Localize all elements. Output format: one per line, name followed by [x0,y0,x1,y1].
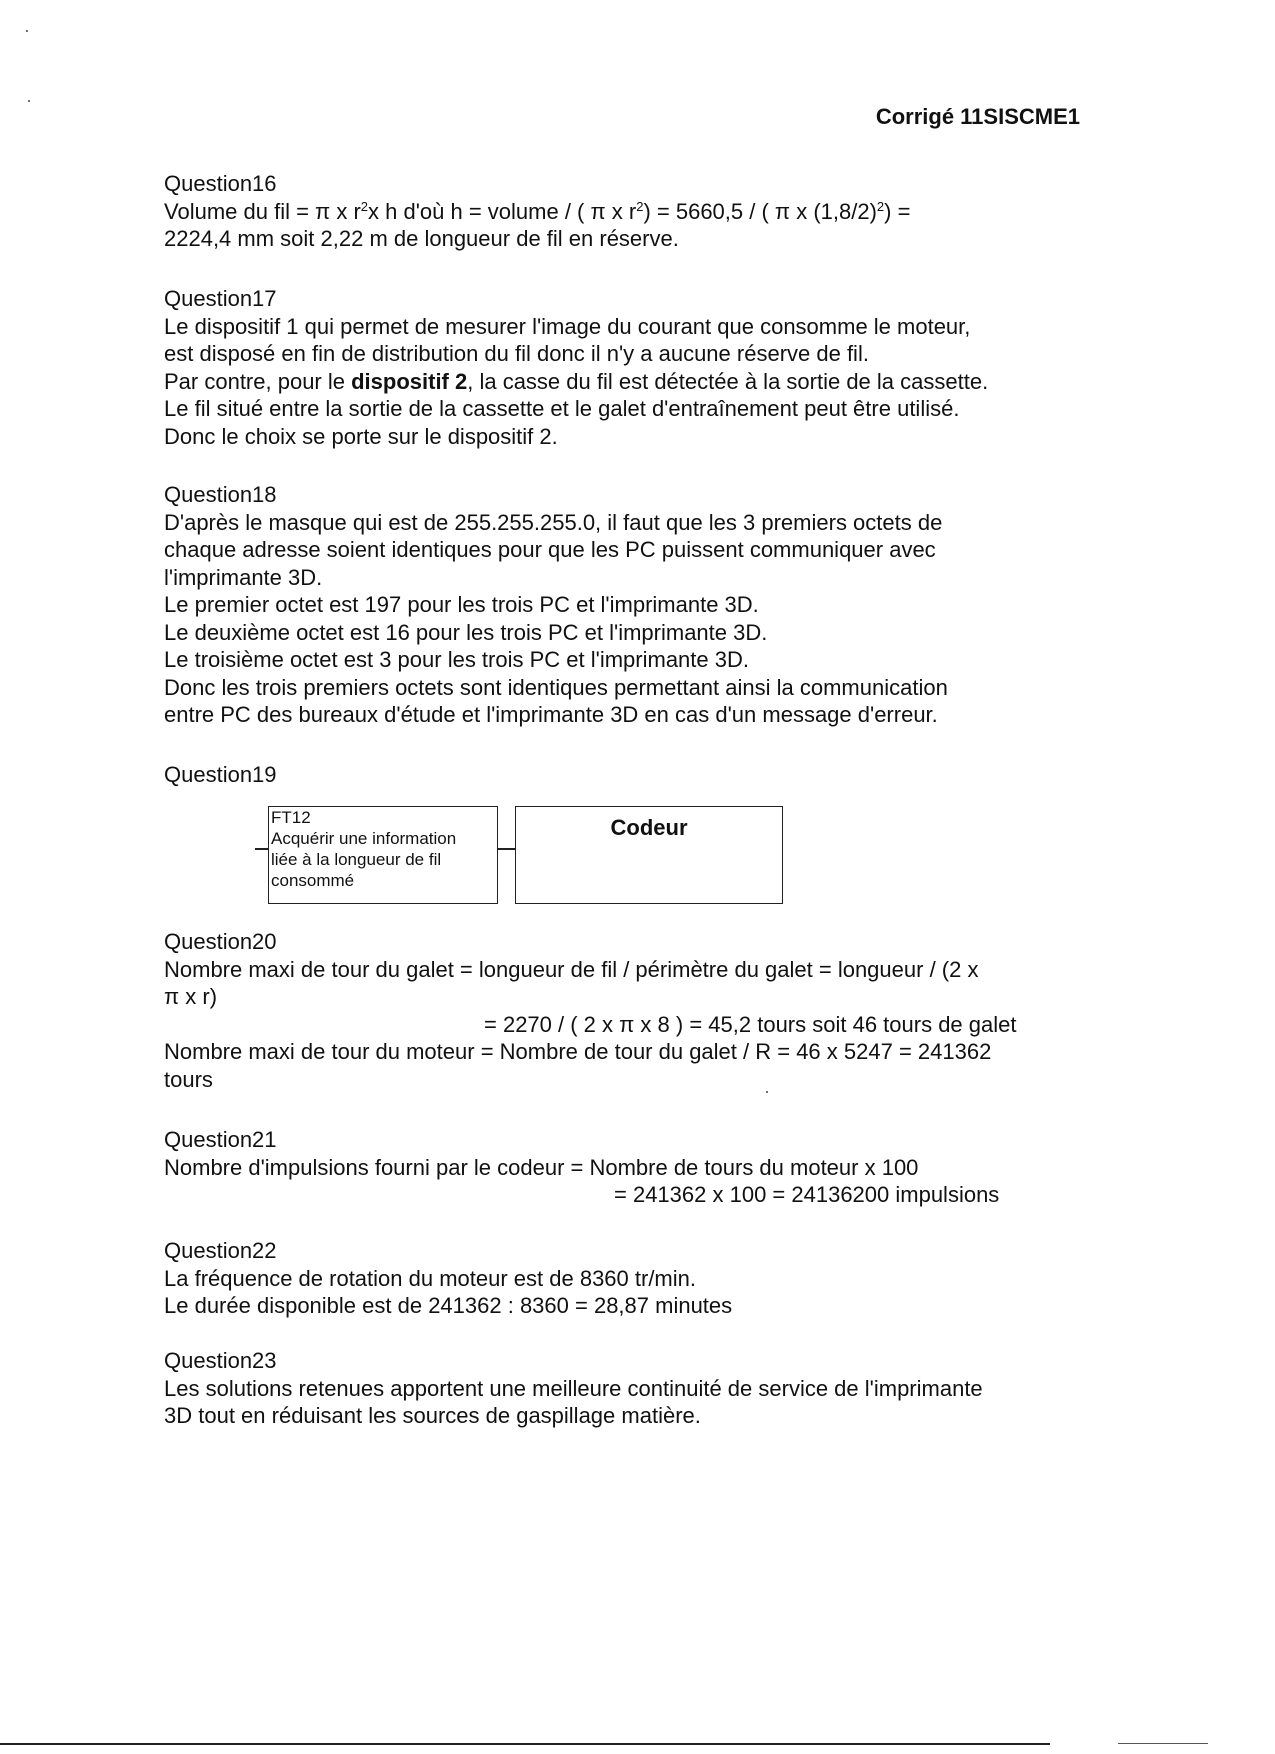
formula-line [164,198,1104,226]
formula-part: ) = 5660,5 / ( π x (1,8/2) [643,198,877,224]
formula-part: Volume du fil = π x r [164,198,361,224]
superscript: 2 [360,198,368,214]
superscript: 2 [636,198,644,214]
question-title: Question18 [164,482,277,507]
text-line: Nombre maxi de tour du moteur = Nombre de tour du galet / R = 46 x 5247 = 241362 [164,1039,992,1064]
text-line: est disposé en fin de distribution du fil donc il n'y a aucune réserve de fil. [164,341,869,366]
question-title: Question22 [164,1238,277,1263]
question-21 [164,1126,1104,1209]
text-line: Les solutions retenues apportent une meilleure continuité de service de l'imprimante [164,1375,983,1401]
bold-term: dispositif 2 [351,368,468,394]
text-line: Le deuxième octet est 16 pour les trois PC et l'imprimante 3D. [164,619,768,645]
text-line: La fréquence de rotation du moteur est de 8360 tr/min. [164,1265,696,1291]
text-line: Donc le choix se porte sur le dispositif 2. [164,423,558,449]
text-part: , la casse du fil est détectée à la sortie de la cassette. [467,368,989,394]
text-line: π x r) [164,984,218,1009]
text-line: = 2270 / ( 2 x π x 8 ) = 45,2 tours soit 46 tours de galet [484,1011,1017,1037]
question-23 [164,1347,1104,1430]
text-line: Le dispositif 1 qui permet de mesurer l'image du courant que consomme le moteur, [164,313,971,339]
question-title: Question20 [164,929,277,954]
text-line: tours [164,1066,213,1092]
text-line: D'après le masque qui est de 255.255.255.0, il faut que les 3 premiers octets de [164,509,943,535]
function-text: consommé [271,871,355,890]
scan-speck [766,1091,768,1093]
function-text: liée à la longueur de fil [271,850,442,869]
question-19 [164,761,1104,789]
text-line: Le troisième octet est 3 pour les trois PC et l'imprimante 3D. [164,647,749,672]
text-line: Le premier octet est 197 pour les trois PC et l'imprimante 3D. [164,592,759,617]
text-line: Le durée disponible est de 241362 : 8360 = 28,87 minutes [164,1293,733,1318]
text-part: Par contre, pour le [164,368,352,394]
question-title: Question21 [164,1127,277,1152]
function-text: Acquérir une information [271,829,457,848]
superscript: 2 [876,198,885,214]
input-connector [255,848,268,850]
question-20 [164,928,1104,1093]
text-line: chaque adresse soient identiques pour que les PC puissent communiquer avec [164,537,936,562]
question-title: Question19 [164,762,277,787]
question-16 [164,170,1104,253]
document-header-title: Corrigé 11SISCME1 [875,104,1080,129]
footer-rule [1118,1743,1208,1744]
question-title: Question16 [164,171,277,196]
text-line: = 241362 x 100 = 24136200 impulsions [614,1182,1000,1207]
text-line: 3D tout en réduisant les sources de gaspillage matière. [164,1403,701,1428]
text-line: Nombre d'impulsions fourni par le codeur = Nombre de tours du moteur x 100 [164,1154,919,1180]
text-line: entre PC des bureaux d'étude et l'imprimante 3D en cas d'un message d'erreur. [164,702,938,727]
scan-speck [28,100,30,102]
question-17 [164,285,1104,450]
text-line [164,368,1104,396]
link-connector [498,848,515,850]
formula-part: ) = [884,198,911,224]
text-line: 2224,4 mm soit 2,22 m de longueur de fil en réserve. [164,226,679,251]
component-block-codeur: Codeur [515,806,783,904]
text-line: l'imprimante 3D. [164,564,323,590]
footer-rule [0,1743,1050,1745]
question-18 [164,481,1104,729]
text-line: Nombre maxi de tour du galet = longueur de fil / périmètre du galet = longueur / (2 x [164,956,979,982]
question-title: Question23 [164,1348,277,1373]
formula-part: x h d'où h = volume / ( π x r [368,198,637,224]
question-22 [164,1237,1104,1320]
function-block-ft12 [268,806,498,904]
text-line: Le fil situé entre la sortie de la cassette et le galet d'entraînement peut être utilisé. [164,396,960,421]
scan-speck [26,30,28,32]
question-title: Question17 [164,286,277,311]
function-code: FT12 [271,808,311,827]
text-line: Donc les trois premiers octets sont identiques permettant ainsi la communication [164,674,948,700]
